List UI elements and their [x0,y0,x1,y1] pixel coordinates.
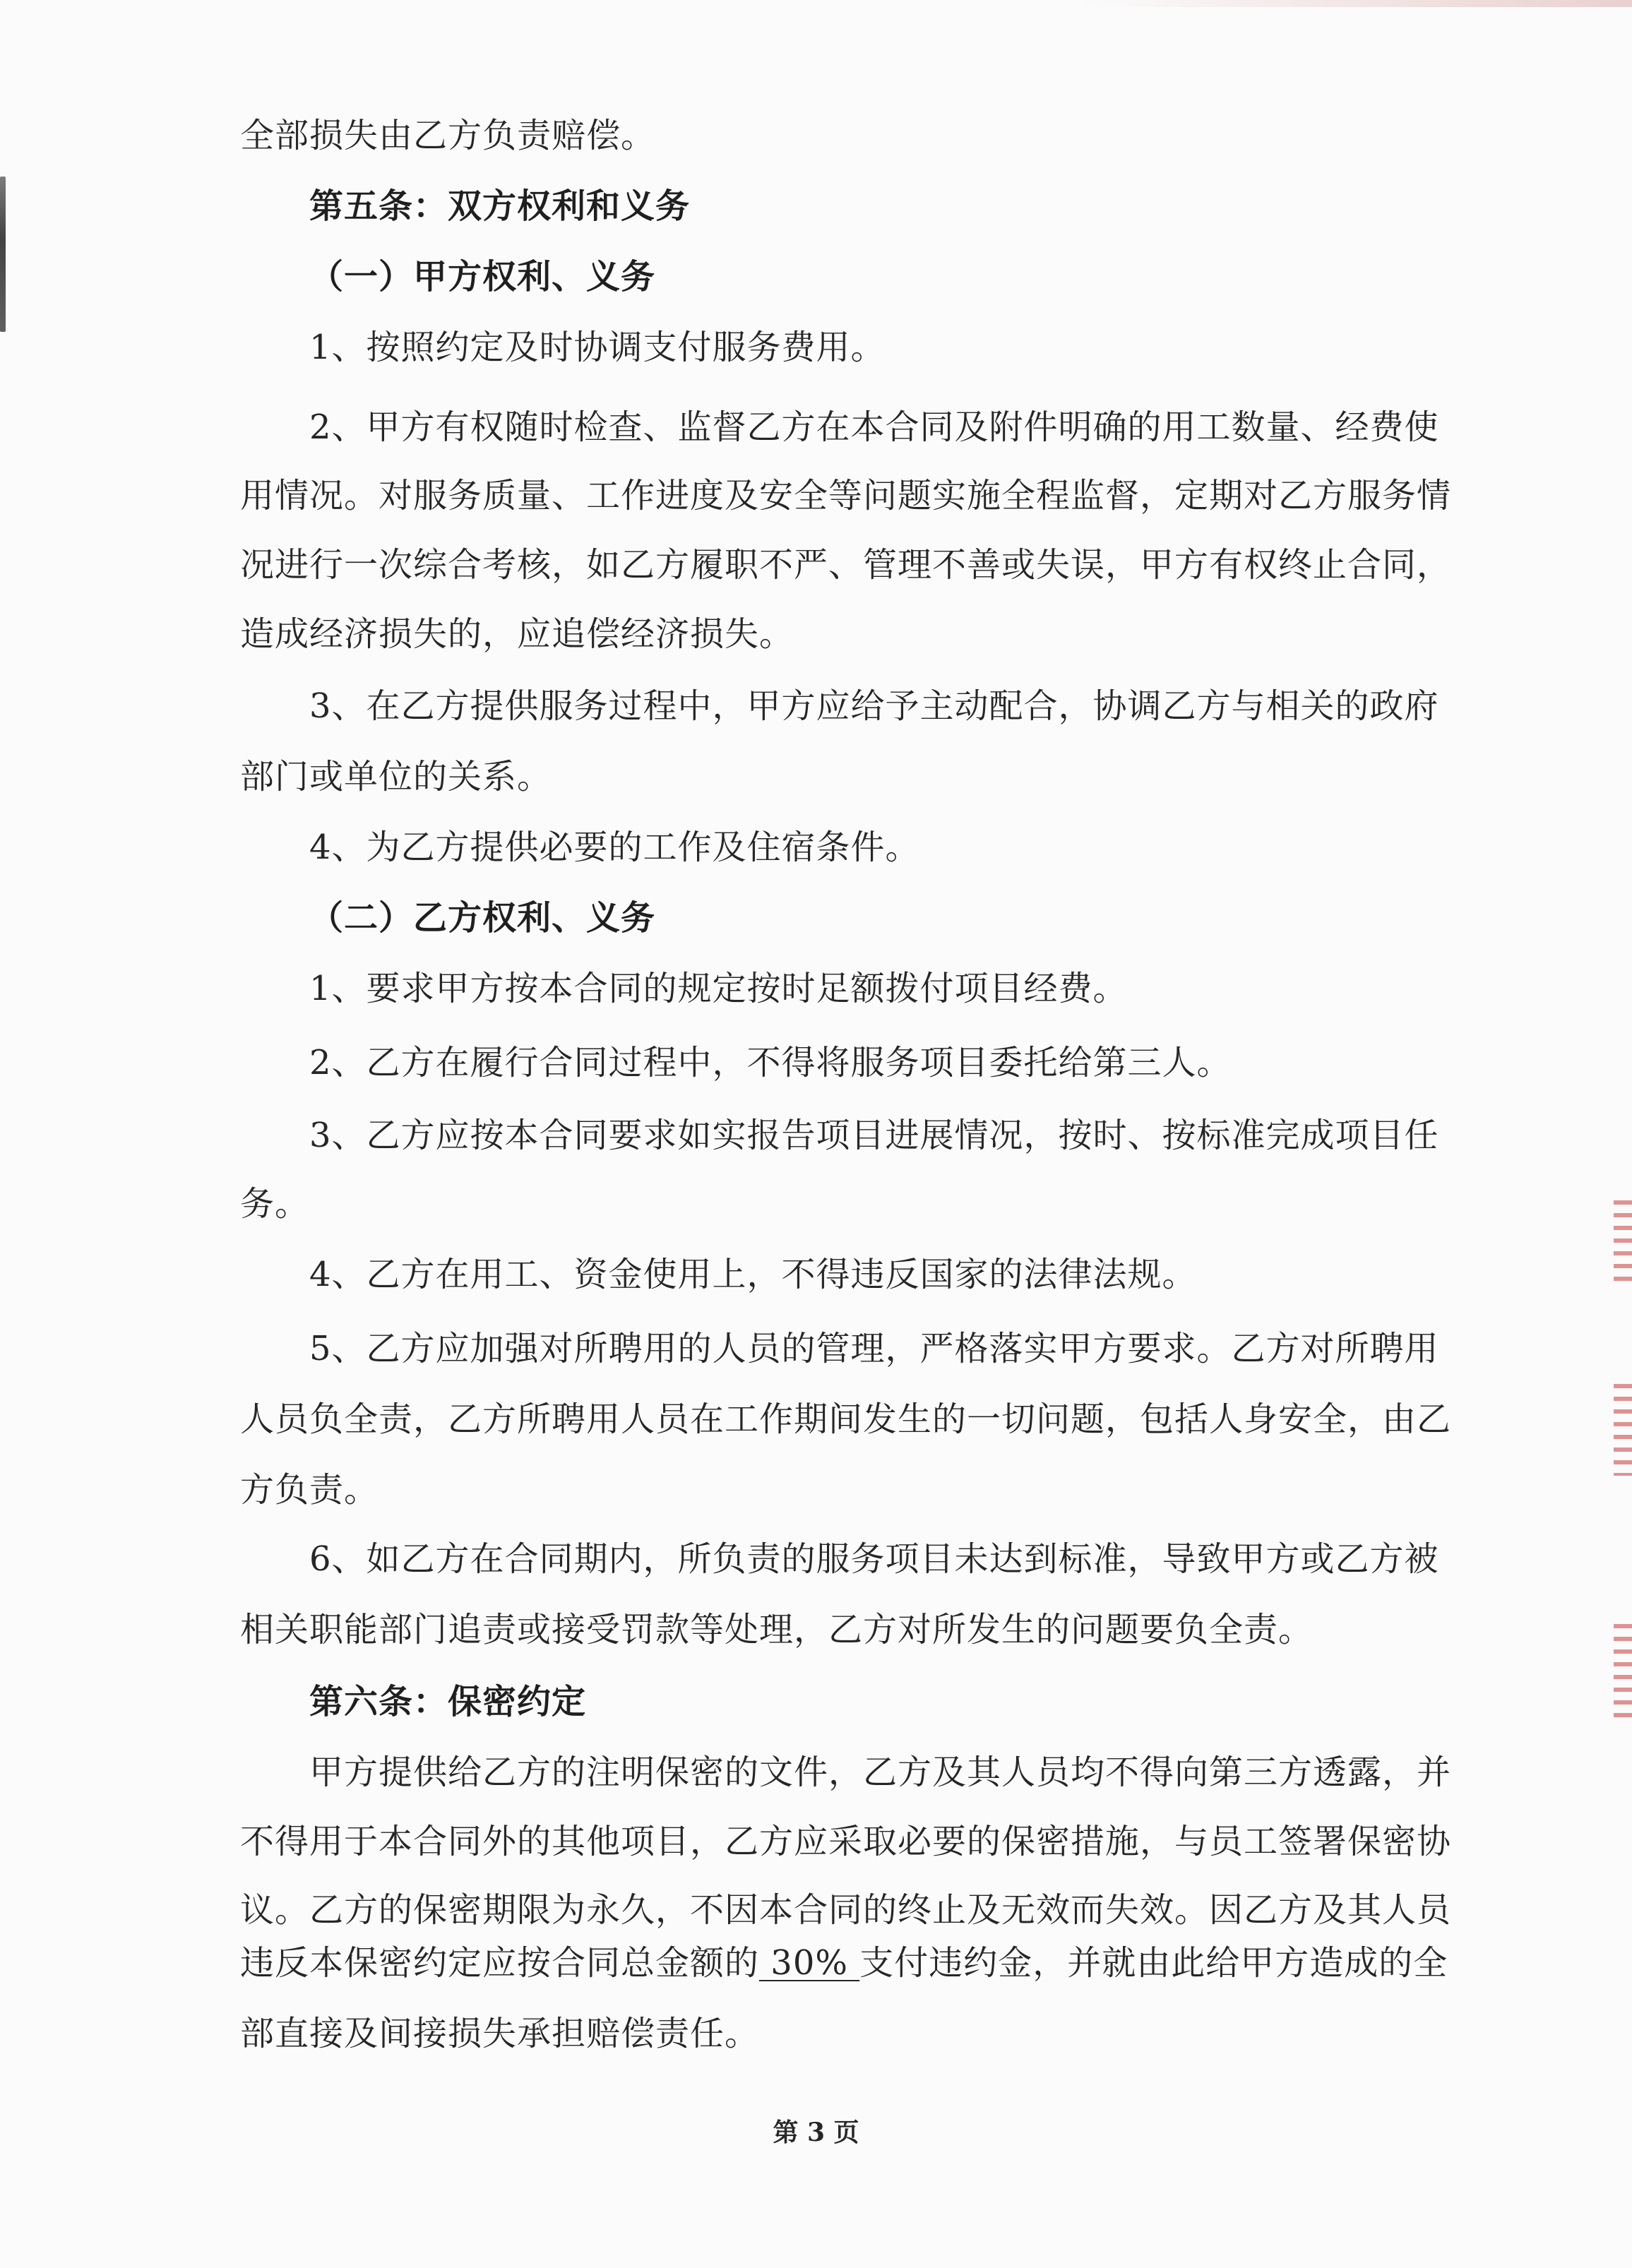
contract-line: 人员负全责，乙方所聘用人员在工作期间发生的一切问题，包括人身安全，由乙 [240,1399,1452,1439]
contract-line: 不得用于本合同外的其他项目，乙方应采取必要的保密措施，与员工签署保密协 [240,1822,1452,1861]
contract-line: 部门或单位的关系。 [240,757,552,796]
penalty-text-before: 违反本保密约定应按合同总金额的 [240,1943,760,1983]
contract-line: 造成经济损失的，应追偿经济损失。 [240,614,794,654]
contract-line: 6、如乙方在合同期内，所负责的服务项目未达到标准，导致甲方或乙方被 [309,1539,1439,1579]
scan-edge-shadow [1081,0,1632,7]
seal-bleed-mark [1614,1200,1632,1285]
contract-line: 1、要求甲方按本合同的规定按时足额拨付项目经费。 [309,969,1128,1008]
contract-line: 2、甲方有权随时检查、监督乙方在本合同及附件明确的用工数量、经费使 [309,407,1439,447]
section-heading: 第五条：双方权利和义务 [309,186,691,226]
seal-bleed-mark [1614,1384,1632,1476]
contract-line: 4、为乙方提供必要的工作及住宿条件。 [309,828,920,867]
contract-line: 况进行一次综合考核，如乙方履职不严、管理不善或失误，甲方有权终止合同， [240,545,1452,585]
section-heading: 第六条：保密约定 [309,1682,587,1721]
contract-line: 4、乙方在用工、资金使用上，不得违反国家的法律法规。 [309,1255,1197,1294]
contract-line: 5、乙方应加强对所聘用的人员的管理，严格落实甲方要求。乙方对所聘用 [309,1329,1439,1368]
contract-line: 1、按照约定及时协调支付服务费用。 [309,328,886,367]
contract-line: 3、乙方应按本合同要求如实报告项目进展情况，按时、按标准完成项目任 [309,1116,1439,1155]
contract-line: 务。 [240,1184,310,1224]
contract-line: 全部损失由乙方负责赔偿。 [240,116,656,155]
contract-line: 部直接及间接损失承担赔偿责任。 [240,2014,760,2053]
scan-binding-mark [0,177,6,332]
contract-line: 方负责。 [240,1470,379,1510]
penalty-text-after: 支付违约金，并就由此给甲方造成的全 [859,1943,1448,1983]
contract-line: 甲方提供给乙方的注明保密的文件，乙方及其人员均不得向第三方透露，并 [309,1753,1452,1792]
contract-line: 议。乙方的保密期限为永久，不因本合同的终止及无效而失效。因乙方及其人员 [240,1890,1452,1930]
penalty-line [240,1942,1448,1984]
contract-line: 相关职能部门追责或接受罚款等处理，乙方对所发生的问题要负全责。 [240,1610,1314,1649]
penalty-amount: 30% [759,1943,860,1983]
contract-line: 用情况。对服务质量、工作进度及安全等问题实施全程监督，定期对乙方服务情 [240,476,1452,515]
contract-line: 3、在乙方提供服务过程中，甲方应给予主动配合，协调乙方与相关的政府 [309,686,1439,726]
contract-line: 2、乙方在履行合同过程中，不得将服务项目委托给第三人。 [309,1043,1232,1082]
seal-bleed-mark [1614,1624,1632,1723]
section-heading: （一）甲方权利、义务 [309,257,656,297]
page-number: 第 3 页 [773,2118,859,2147]
section-heading: （二）乙方权利、义务 [309,898,656,938]
